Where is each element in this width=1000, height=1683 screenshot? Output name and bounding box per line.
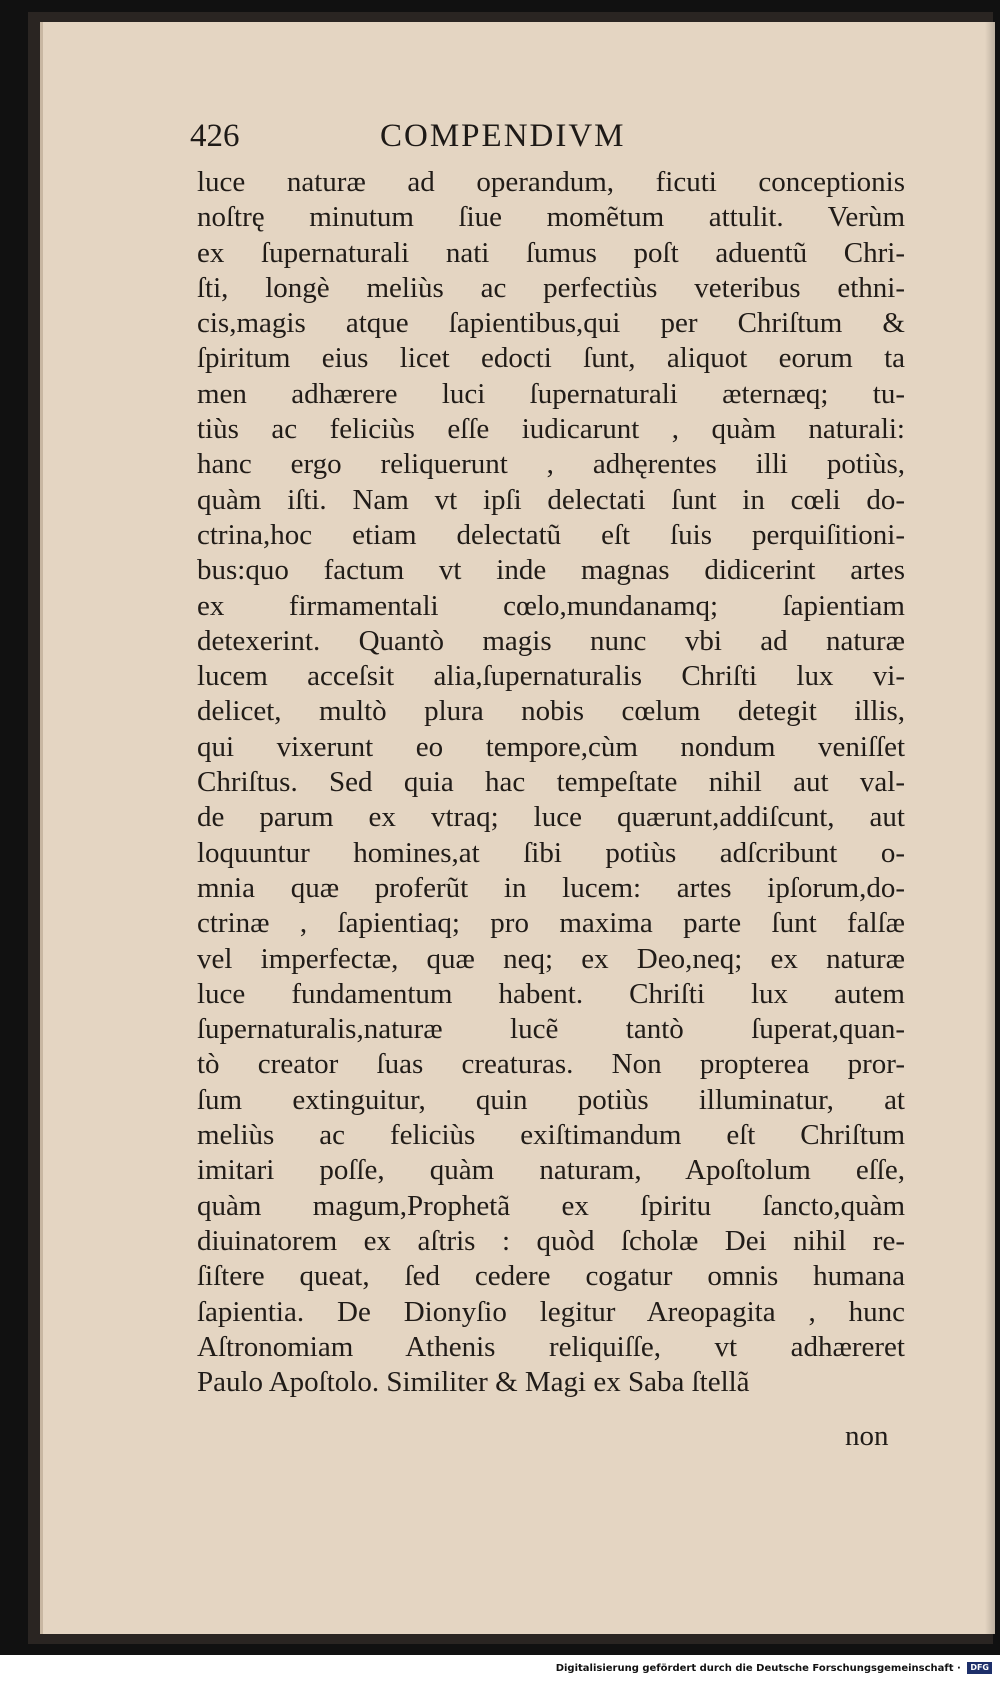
text-line: ſapientia. De Dionyſio legitur Areopagita , hunc [197,1295,905,1328]
text-line: ſti, longè meliùs ac perfectiùs veteribus ethni- [197,271,905,304]
text-line: Chriſtus. Sed quia hac tempeſtate nihil aut val- [197,766,905,799]
digitization-credit [556,1662,992,1674]
text-line: ctrinæ , ſapientiaq; pro maxima parte ſunt falſæ [197,907,905,940]
page-number: 426 [190,118,240,154]
text-line: lucem acceſsit alia,ſupernaturalis Chriſti lux vi- [197,660,905,693]
text-line: detexerint. Quantò magis nunc vbi ad naturæ [197,624,905,657]
text-line: bus:quo factum vt inde magnas didicerint artes [197,554,905,587]
text-line: tiùs ac feliciùs eſſe iudicarunt , quàm naturali: [197,413,905,446]
text-line: imitari poſſe, quàm naturam, Apoſtolum eſſe, [197,1154,905,1187]
text-line: ex firmamentali cœlo,mundanamq; ſapientiam [197,589,905,622]
text-line: qui vixerunt eo tempore,cùm nondum veniſſet [197,730,905,763]
text-line: diuinatorem ex aſtris : quòd ſcholæ Dei nihil re- [197,1224,905,1257]
text-line: ctrina,hoc etiam delectatũ eſt ſuis perquiſitioni- [197,518,905,551]
credit-text: Digitalisierung gefördert durch die Deutsche Forschungsgemeinschaft · [555,1663,961,1674]
running-title: COMPENDIVM [380,118,626,154]
text-line: delicet, multò plura nobis cœlum detegit illis, [197,695,905,728]
text-line: vel imperfectæ, quæ neq; ex Deo,neq; ex naturæ [197,942,905,975]
text-line: Aſtronomiam Athenis reliquiſſe, vt adhæreret [197,1330,905,1363]
body-text [197,165,947,1400]
text-line: cis,magis atque ſapientibus,qui per Chriſtum & [197,307,905,340]
catchword: non [845,1420,889,1452]
text-line: ſum extinguitur, quin potiùs illuminatur, at [197,1083,905,1116]
text-line: de parum ex vtraq; luce quærunt,addiſcunt, aut [197,801,905,834]
text-line: ſupernaturalis,naturæ lucẽ tantò ſuperat,quan- [197,1013,905,1046]
text-line: ſiſtere queat, ſed cedere cogatur omnis humana [197,1260,905,1293]
text-line: ex ſupernaturali nati ſumus poſt aduentũ Chri- [197,236,905,269]
running-head [190,118,750,158]
dfg-logo: DFG [967,1662,992,1674]
text-line: luce naturæ ad operandum, ficuti conceptionis [197,166,905,198]
text-line: quàm iſti. Nam vt ipſi delectati ſunt in cœli do- [197,483,905,516]
text-line: ſpiritum eius licet edocti ſunt, aliquot eorum ta [197,342,905,375]
text-line: meliùs ac feliciùs exiſtimandum eſt Chriſtum [197,1119,905,1152]
text-line: Paulo Apoſtolo. Similiter & Magi ex Saba ſtellã [197,1366,750,1399]
text-line: quàm magum,Prophetã ex ſpiritu ſancto,quàm [197,1189,905,1222]
text-line: loquuntur homines,at ſibi potiùs adſcribunt o- [197,836,905,869]
text-line: noſtrę minutum ſiue momẽtum attulit. Verùm [197,201,905,234]
text-line: luce fundamentum habent. Chriſti lux autem [197,977,905,1010]
text-line: hanc ergo reliquerunt , adhęrentes illi potiùs, [197,448,905,481]
text-line: men adhærere luci ſupernaturali æternæq; tu- [197,377,905,410]
text-line: mnia quæ proferũt in lucem: artes ipſorum,do- [197,871,905,904]
text-line: tò creator ſuas creaturas. Non propterea pror- [197,1048,905,1081]
